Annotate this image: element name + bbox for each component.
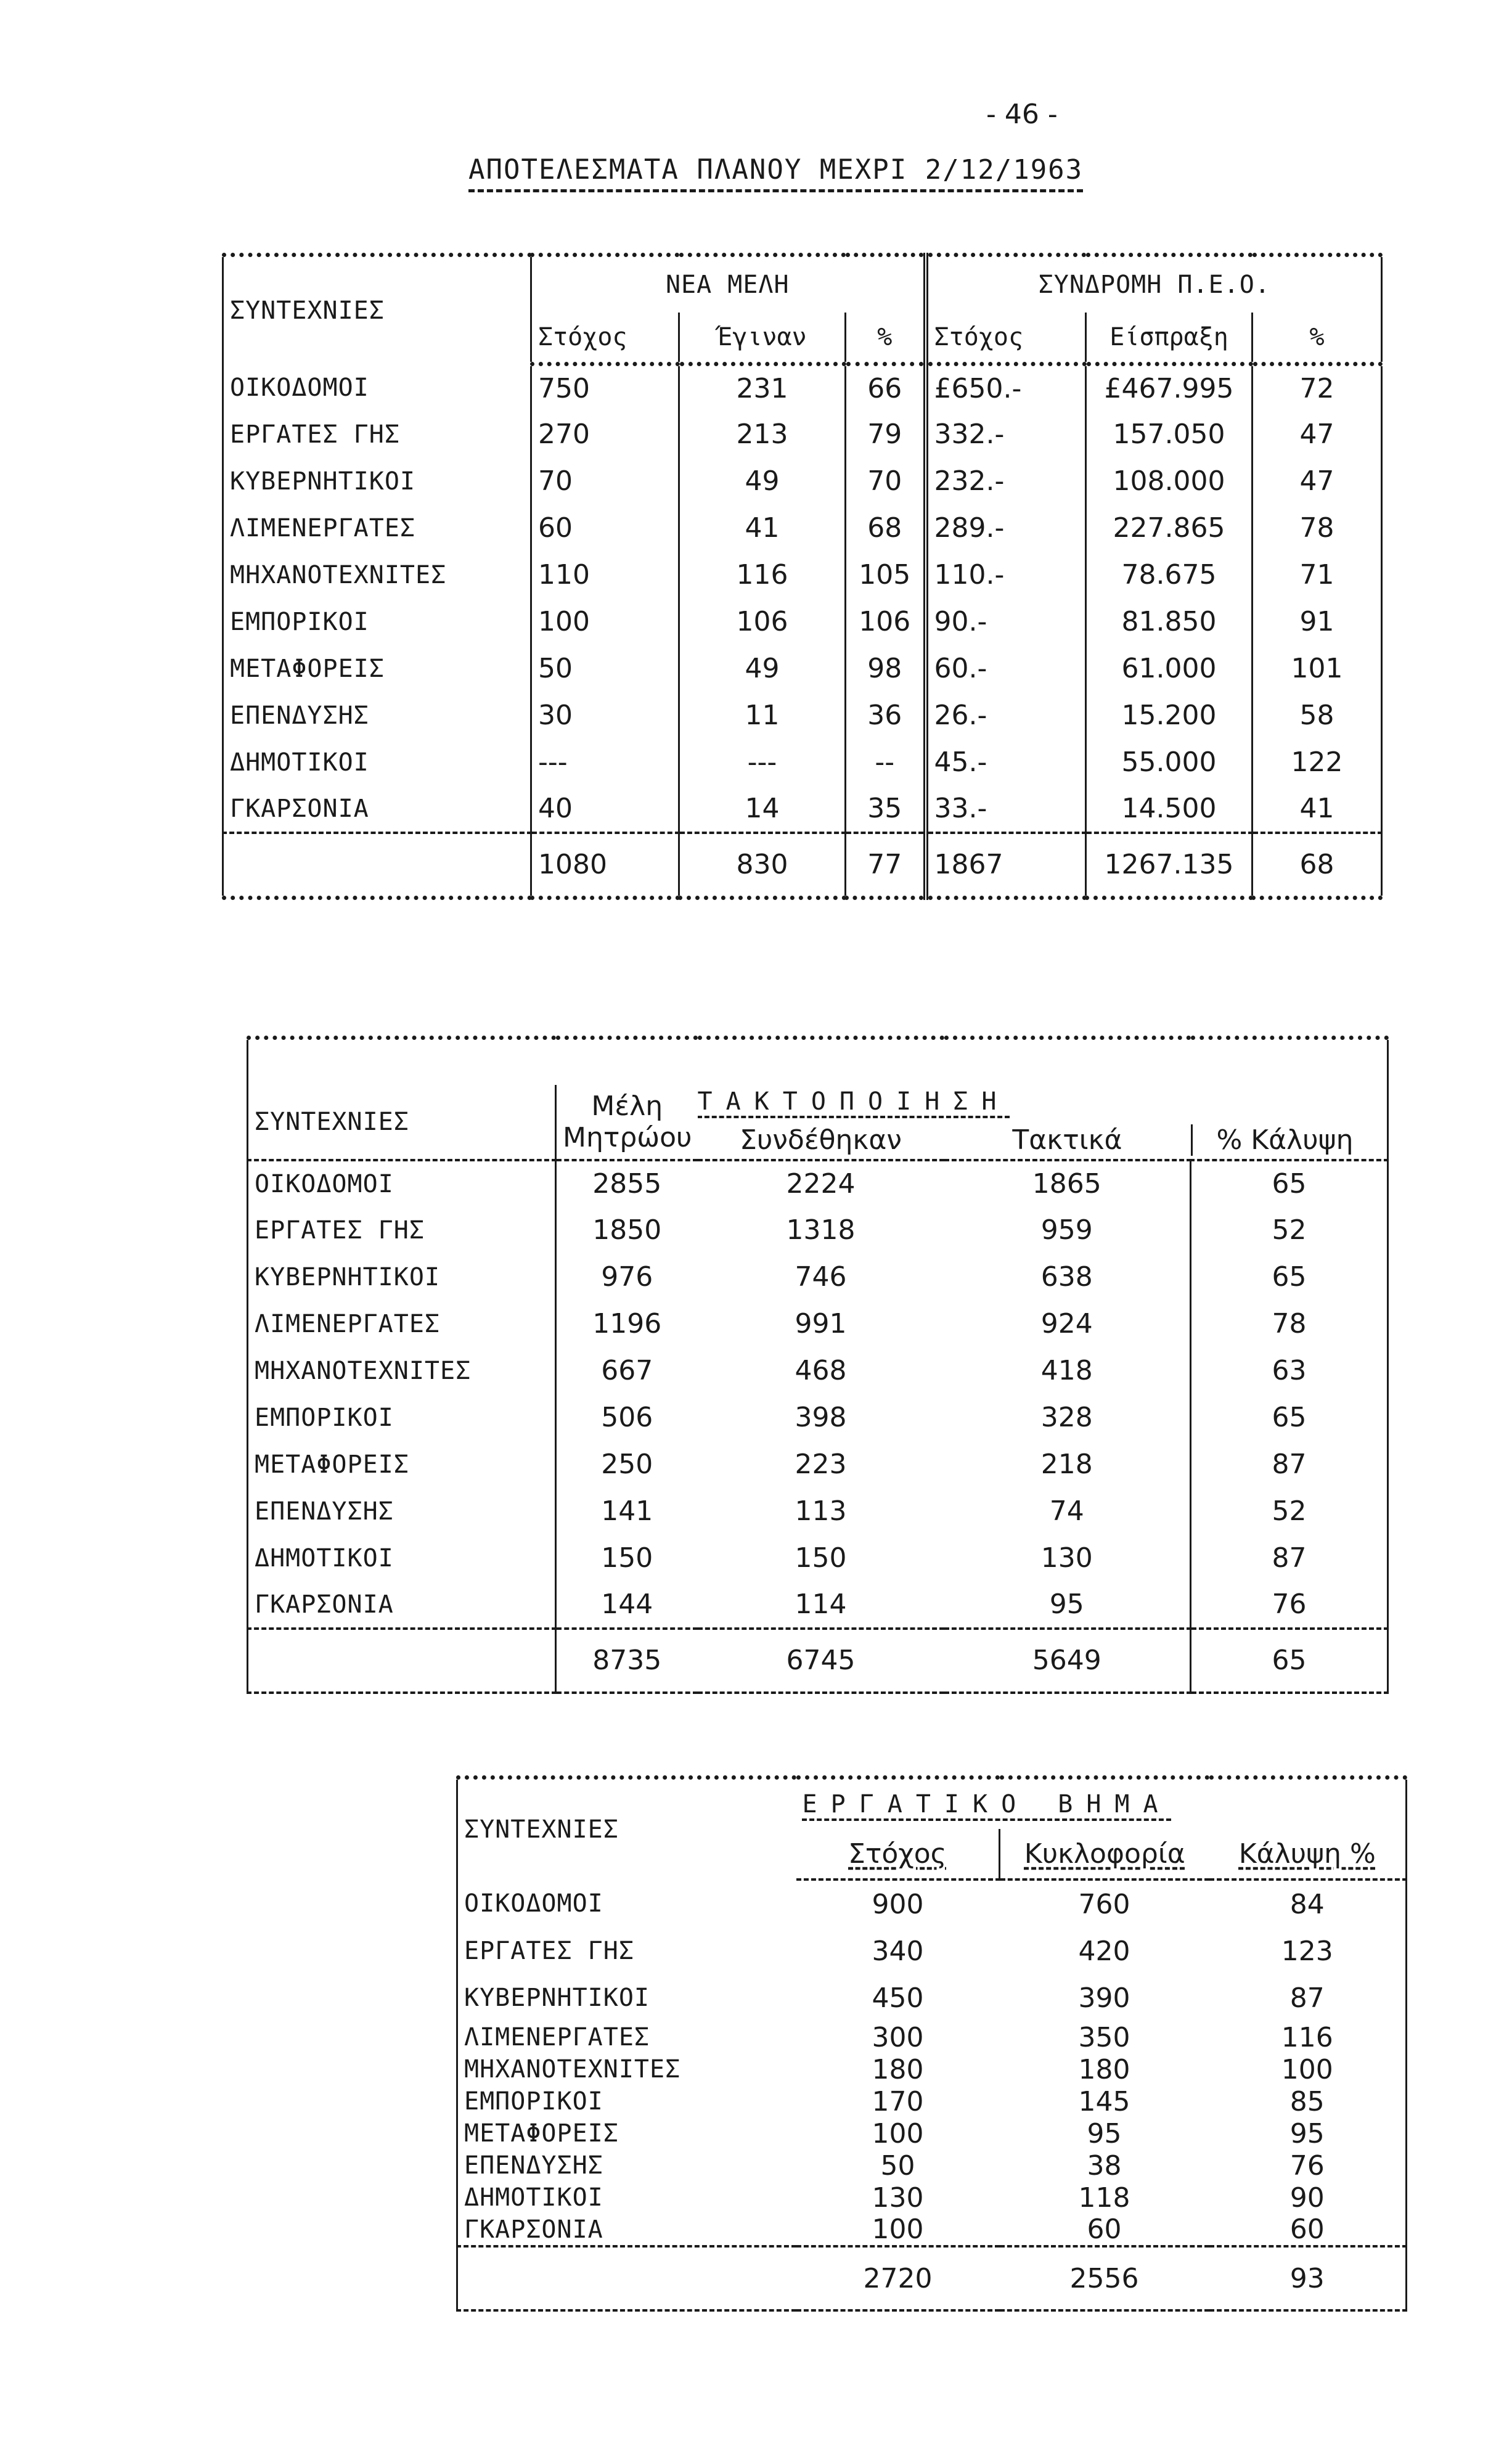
table-row	[223, 786, 1382, 833]
circulation-value: 118	[1078, 2182, 1130, 2214]
table-row	[248, 1488, 1388, 1535]
target-value: 50	[880, 2149, 915, 2182]
table-row	[223, 552, 1382, 599]
col-sub-target-header: Στόχος	[926, 313, 1086, 364]
total-label-cell	[223, 833, 531, 898]
sub-target-value: 332.-	[926, 411, 1086, 458]
bound-value: 468	[795, 1355, 847, 1386]
table-row	[457, 2085, 1407, 2117]
sub-target-value: 232.-	[926, 458, 1086, 505]
total-coverage: 65	[1191, 1629, 1388, 1693]
coverage-value: 65	[1191, 1394, 1388, 1441]
table-row	[223, 739, 1382, 786]
col-members-line2: Μητρώου	[563, 1121, 692, 1153]
table-row	[223, 599, 1382, 645]
target-value: 50	[531, 645, 679, 692]
target-value: 100	[872, 2117, 924, 2149]
col-became-header: Έγιναν	[679, 313, 846, 364]
coverage-value: 85	[1289, 2085, 1325, 2117]
col-regular-header: Τακτικά	[1012, 1124, 1122, 1156]
collected-value: 61.000	[1086, 645, 1253, 692]
pct-value: 106	[846, 599, 926, 645]
col-collection-header: Είσπραξη	[1086, 313, 1253, 364]
sub-target-value: 289.-	[926, 505, 1086, 552]
sub-target-value: 26.-	[926, 692, 1086, 739]
target-value: 900	[872, 1888, 924, 1920]
became-value: 49	[679, 458, 846, 505]
trade-name: ΛΙΜΕΝΕΡΓΑΤΕΣ	[255, 1309, 440, 1338]
trade-name: ΓΚΑΡΣΟΝΙΑ	[464, 2215, 603, 2244]
col-sub-pct-header: %	[1253, 313, 1382, 364]
table-row	[248, 1160, 1388, 1207]
table-row	[248, 1441, 1388, 1488]
collected-value: 157.050	[1086, 411, 1253, 458]
became-value: 11	[679, 692, 846, 739]
trade-name: ΜΗΧΑΝΟΤΕΧΝΙΤΕΣ	[230, 560, 447, 589]
target-value: 40	[531, 786, 679, 833]
became-value: 49	[679, 645, 846, 692]
bound-value: 113	[795, 1495, 847, 1527]
pct-value: 98	[846, 645, 926, 692]
table-row	[457, 2149, 1407, 2182]
col-coverage-header	[1191, 1124, 1378, 1156]
table-row	[248, 1348, 1388, 1394]
table-row	[457, 1879, 1407, 1928]
circulation-value: 145	[1078, 2085, 1130, 2117]
collected-value: 55.000	[1086, 739, 1253, 786]
became-value: ---	[679, 739, 846, 786]
sub-pct-value: 78	[1253, 505, 1382, 552]
pct-value: --	[846, 739, 926, 786]
regular-value: 924	[1040, 1308, 1093, 1340]
target-value: 300	[872, 2021, 924, 2053]
regular-value: 638	[1040, 1261, 1093, 1293]
table-row	[457, 2117, 1407, 2149]
coverage-value: 52	[1191, 1207, 1388, 1254]
bound-value: 114	[795, 1589, 847, 1620]
members-value: 667	[556, 1348, 698, 1394]
table-row	[248, 1207, 1388, 1254]
members-subscription-table	[222, 253, 1383, 900]
trade-name: ΟΙΚΟΔΟΜΟΙ	[464, 1889, 603, 1918]
table-row	[457, 1928, 1407, 1974]
total-circulation: 2556	[1000, 2246, 1209, 2310]
bound-value: 746	[795, 1261, 847, 1293]
table-row	[457, 1974, 1407, 2021]
regular-value: 1865	[1032, 1168, 1101, 1200]
total-sub-pct: 68	[1253, 833, 1382, 898]
trade-name: ΔΗΜΟΤΙΚΟΙ	[230, 748, 369, 777]
became-value: 213	[679, 411, 846, 458]
target-value: 130	[872, 2182, 924, 2214]
col-target-header: Στόχος	[531, 313, 679, 364]
regular-value: 328	[1040, 1402, 1093, 1433]
sub-target-value: 110.-	[926, 552, 1086, 599]
trade-name: ΕΠΕΝΔΥΣΗΣ	[255, 1497, 394, 1526]
trade-name: ΜΕΤΑΦΟΡΕΙΣ	[464, 2119, 619, 2148]
group-subscription-header: ΣΥΝΔΡΟΜΗ Π.Ε.Ο.	[926, 255, 1382, 313]
total-pct: 77	[846, 833, 926, 898]
regular-value: 418	[1040, 1355, 1093, 1386]
total-row	[457, 2246, 1407, 2310]
coverage-value: 52	[1191, 1488, 1388, 1535]
collected-value: 14.500	[1086, 786, 1253, 833]
circulation-value: 390	[1078, 1982, 1130, 2014]
regular-value: 130	[1040, 1542, 1093, 1574]
total-target: 1080	[531, 833, 679, 898]
regular-value: 95	[1049, 1589, 1084, 1620]
circulation-value: 760	[1078, 1888, 1130, 1920]
regular-value: 959	[1040, 1214, 1093, 1246]
bound-value: 223	[795, 1449, 847, 1480]
coverage-value: 76	[1289, 2149, 1325, 2182]
sub-pct-value: 71	[1253, 552, 1382, 599]
sub-target-value: 33.-	[926, 786, 1086, 833]
collected-value: 81.850	[1086, 599, 1253, 645]
circulation-value: 95	[1087, 2117, 1122, 2149]
total-regular: 5649	[944, 1629, 1191, 1693]
bound-value: 150	[795, 1542, 847, 1574]
pct-value: 66	[846, 364, 926, 411]
trade-name: ΕΠΕΝΔΥΣΗΣ	[464, 2151, 603, 2180]
total-bound: 6745	[698, 1629, 944, 1693]
became-value: 116	[679, 552, 846, 599]
col-coverage-header: Κάλυψη %	[1209, 1829, 1407, 1879]
pct-value: 68	[846, 505, 926, 552]
coverage-value: 84	[1289, 1888, 1325, 1920]
table-row	[223, 505, 1382, 552]
col-target-header: Στόχος	[796, 1829, 1000, 1879]
table-row	[457, 2182, 1407, 2214]
sub-target-value: 90.-	[926, 599, 1086, 645]
members-value: 2855	[556, 1160, 698, 1207]
col-trade-header: ΣΥΝΤΕΧΝΙΕΣ	[248, 1085, 556, 1160]
table-row	[223, 411, 1382, 458]
table-row	[223, 458, 1382, 505]
sub-pct-value: 122	[1253, 739, 1382, 786]
pct-value: 70	[846, 458, 926, 505]
circulation-value: 38	[1087, 2149, 1122, 2182]
became-value: 14	[679, 786, 846, 833]
sub-pct-value: 41	[1253, 786, 1382, 833]
target-value: 450	[872, 1982, 924, 2014]
coverage-value: 95	[1289, 2117, 1325, 2149]
coverage-value: 90	[1289, 2182, 1325, 2214]
trade-name: ΓΚΑΡΣΟΝΙΑ	[230, 794, 369, 823]
bound-value: 991	[795, 1308, 847, 1340]
members-value: 506	[556, 1394, 698, 1441]
circulation-value: 420	[1078, 1935, 1130, 1967]
coverage-value: 63	[1191, 1348, 1388, 1394]
pct-value: 105	[846, 552, 926, 599]
coverage-value: 116	[1281, 2021, 1333, 2053]
members-value: 250	[556, 1441, 698, 1488]
trade-name: ΟΙΚΟΔΟΜΟΙ	[230, 373, 369, 402]
table-row	[248, 1394, 1388, 1441]
coverage-value: 60	[1289, 2214, 1325, 2245]
trade-name: ΕΜΠΟΡΙΚΟΙ	[230, 607, 369, 636]
pct-value: 36	[846, 692, 926, 739]
total-row	[223, 833, 1382, 898]
target-value: 30	[531, 692, 679, 739]
trade-name: ΕΡΓΑΤΕΣ ΓΗΣ	[230, 420, 400, 449]
sub-pct-value: 72	[1253, 364, 1382, 411]
col-circulation-header: Κυκλοφορία	[1000, 1829, 1209, 1879]
target-value: 180	[872, 2053, 924, 2085]
coverage-value: 123	[1281, 1935, 1333, 1967]
table-row	[457, 2021, 1407, 2053]
target-value: 170	[872, 2085, 924, 2117]
trade-name: ΕΜΠΟΡΙΚΟΙ	[255, 1403, 394, 1432]
regular-value: 218	[1040, 1449, 1093, 1480]
table-row	[457, 2214, 1407, 2246]
members-value: 144	[556, 1582, 698, 1629]
trade-name: ΛΙΜΕΝΕΡΓΑΤΕΣ	[464, 2023, 650, 2051]
collected-value: 78.675	[1086, 552, 1253, 599]
banner-title: ΕΡΓΑΤΙΚΟ ΒΗΜΑ	[802, 1790, 1172, 1818]
pct-value: 35	[846, 786, 926, 833]
coverage-value: 100	[1281, 2053, 1333, 2085]
trade-name: ΟΙΚΟΔΟΜΟΙ	[255, 1169, 394, 1198]
table-row	[248, 1535, 1388, 1582]
members-value: 1850	[556, 1207, 698, 1254]
total-row	[248, 1629, 1388, 1693]
table-row	[248, 1582, 1388, 1629]
banner-title: ΤΑΚΤΟΠΟΙΗΣΗ	[697, 1087, 1010, 1116]
members-value: 141	[556, 1488, 698, 1535]
table-row	[223, 692, 1382, 739]
trade-name: ΚΥΒΕΡΝΗΤΙΚΟΙ	[464, 1984, 650, 2012]
trade-name: ΕΠΕΝΔΥΣΗΣ	[230, 701, 369, 730]
trade-name: ΜΕΤΑΦΟΡΕΙΣ	[255, 1450, 409, 1479]
regularization-header-group	[698, 1085, 1388, 1160]
target-value: 110	[531, 552, 679, 599]
trade-name: ΜΗΧΑΝΟΤΕΧΝΙΤΕΣ	[464, 2055, 681, 2084]
trade-name: ΔΗΜΟΤΙΚΟΙ	[255, 1544, 394, 1573]
sub-pct-value: 101	[1253, 645, 1382, 692]
total-members: 8735	[556, 1629, 698, 1693]
sub-pct-value: 58	[1253, 692, 1382, 739]
became-value: 106	[679, 599, 846, 645]
became-value: 231	[679, 364, 846, 411]
target-value: ---	[531, 739, 679, 786]
trade-name: ΕΡΓΑΤΕΣ ΓΗΣ	[464, 1937, 634, 1965]
target-value: 100	[531, 599, 679, 645]
circulation-value: 350	[1078, 2021, 1130, 2053]
page-title: ΑΠΟΤΕΛΕΣΜΑΤΑ ΠΛΑΝΟΥ ΜΕΧΡΙ 2/12/1963	[468, 154, 1083, 192]
target-value: 60	[531, 505, 679, 552]
trade-name: ΛΙΜΕΝΕΡΓΑΤΕΣ	[230, 513, 415, 542]
trade-name: ΚΥΒΕΡΝΗΤΙΚΟΙ	[230, 467, 415, 496]
table-row	[223, 364, 1382, 411]
members-value: 150	[556, 1535, 698, 1582]
total-target: 2720	[796, 2246, 1000, 2310]
ergatiko-vima-table	[456, 1775, 1407, 2312]
target-value: 750	[531, 364, 679, 411]
trade-name: ΚΥΒΕΡΝΗΤΙΚΟΙ	[255, 1262, 440, 1291]
sub-target-value: 60.-	[926, 645, 1086, 692]
coverage-value: 78	[1191, 1301, 1388, 1348]
sub-target-value: 45.-	[926, 739, 1086, 786]
col-pct-header: %	[846, 313, 926, 364]
collected-value: 15.200	[1086, 692, 1253, 739]
table-row	[248, 1301, 1388, 1348]
target-value: 340	[872, 1935, 924, 1967]
sub-pct-value: 47	[1253, 411, 1382, 458]
collected-value: 227.865	[1086, 505, 1253, 552]
trade-name: ΕΜΠΟΡΙΚΟΙ	[464, 2087, 603, 2116]
collected-value: 108.000	[1086, 458, 1253, 505]
coverage-value: 76	[1191, 1582, 1388, 1629]
target-value: 70	[531, 458, 679, 505]
col-bound-header: Συνδέθηκαν	[740, 1124, 902, 1156]
total-coverage: 93	[1209, 2246, 1407, 2310]
col-coverage-pct: %	[1216, 1124, 1243, 1156]
col-coverage-label: Κάλυψη	[1251, 1124, 1354, 1156]
collected-value: £467.995	[1086, 364, 1253, 411]
bound-value: 1318	[786, 1214, 856, 1246]
table-row	[457, 2053, 1407, 2085]
total-collected: 1267.135	[1086, 833, 1253, 898]
col-trade-header: ΣΥΝΤΕΧΝΙΕΣ	[464, 1815, 619, 1844]
table-row	[248, 1254, 1388, 1301]
coverage-value: 87	[1289, 1982, 1325, 2014]
trade-name: ΓΚΑΡΣΟΝΙΑ	[255, 1590, 394, 1619]
pct-value: 79	[846, 411, 926, 458]
total-sub-target: 1867	[926, 833, 1086, 898]
page-number: - 46 -	[986, 99, 1058, 130]
sub-target-value: £650.-	[926, 364, 1086, 411]
target-value: 100	[872, 2214, 924, 2245]
sub-pct-value: 91	[1253, 599, 1382, 645]
target-value: 270	[531, 411, 679, 458]
trade-name: ΜΗΧΑΝΟΤΕΧΝΙΤΕΣ	[255, 1356, 472, 1385]
members-value: 1196	[556, 1301, 698, 1348]
became-value: 41	[679, 505, 846, 552]
trade-name: ΕΡΓΑΤΕΣ ΓΗΣ	[255, 1216, 425, 1245]
sub-pct-value: 47	[1253, 458, 1382, 505]
total-label-cell	[457, 2246, 796, 2310]
col-trade-header: ΣΥΝΤΕΧΝΙΕΣ	[230, 296, 385, 325]
total-became: 830	[679, 833, 846, 898]
circulation-value: 180	[1078, 2053, 1130, 2085]
coverage-value: 87	[1191, 1535, 1388, 1582]
trade-name: ΜΕΤΑΦΟΡΕΙΣ	[230, 654, 385, 683]
col-members-header	[556, 1085, 698, 1160]
coverage-value: 65	[1191, 1254, 1388, 1301]
col-members-line1: Μέλη	[591, 1090, 663, 1122]
members-value: 976	[556, 1254, 698, 1301]
coverage-value: 87	[1191, 1441, 1388, 1488]
bound-value: 398	[795, 1402, 847, 1433]
coverage-value: 65	[1191, 1160, 1388, 1207]
trade-name: ΔΗΜΟΤΙΚΟΙ	[464, 2183, 603, 2212]
regularization-table	[247, 1036, 1389, 1694]
total-label-cell	[248, 1629, 556, 1693]
bound-value: 2224	[786, 1168, 856, 1200]
table-row	[223, 645, 1382, 692]
group-new-members-header: ΝΕΑ ΜΕΛΗ	[531, 255, 926, 313]
regular-value: 74	[1049, 1495, 1084, 1527]
circulation-value: 60	[1087, 2214, 1122, 2245]
